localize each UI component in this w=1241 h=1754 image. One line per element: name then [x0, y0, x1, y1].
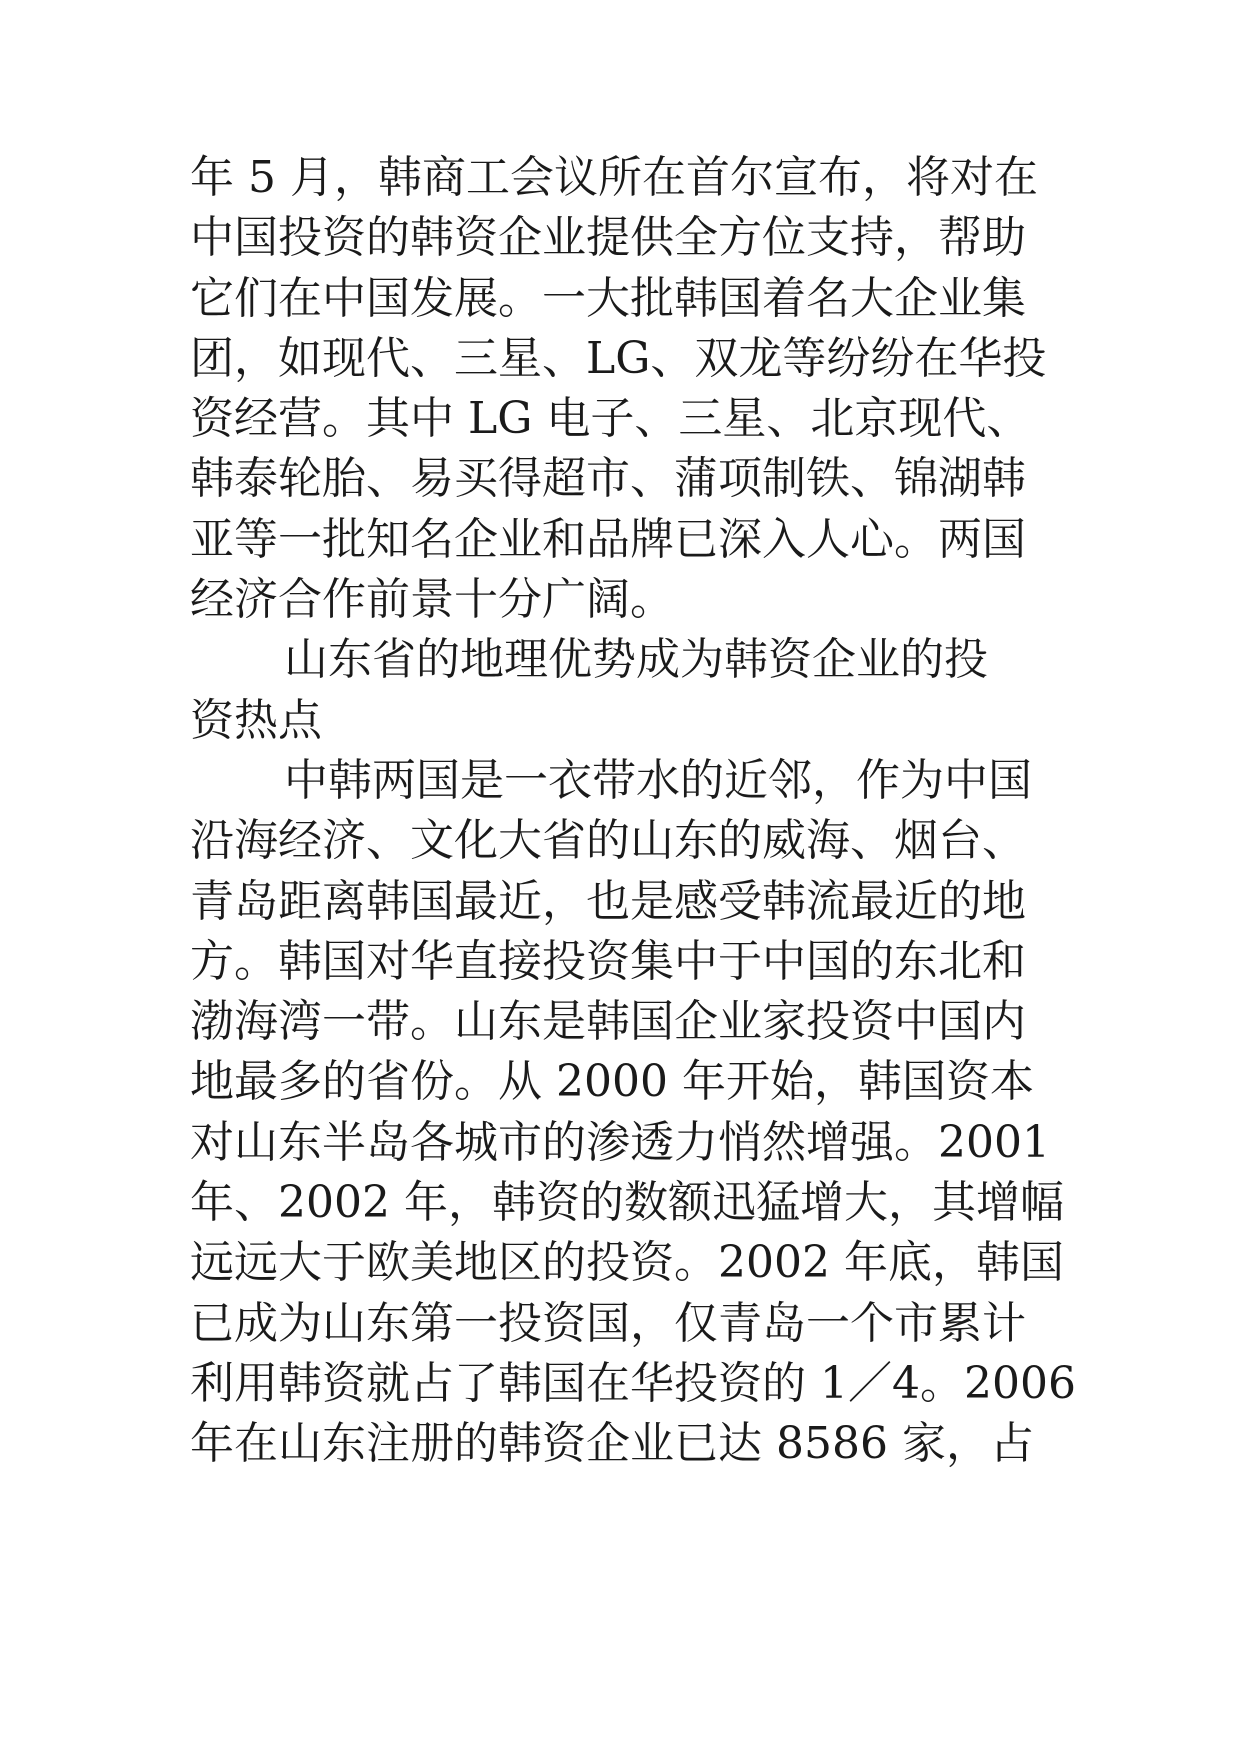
- text-line: 中国投资的韩资企业提供全方位支持，帮助: [190, 212, 1026, 264]
- text-line: 年、2002 年，韩资的数额迅猛增大，其增幅: [190, 1177, 1064, 1229]
- text-line: 亚等一批知名企业和品牌已深入人心。两国: [190, 513, 1026, 565]
- text-line: 经济合作前景十分广阔。: [190, 574, 674, 626]
- text-line: 利用韩资就占了韩国在华投资的 1／4。2006: [190, 1357, 1076, 1409]
- section-heading-line: 资热点: [190, 694, 322, 746]
- text-line: 韩泰轮胎、易买得超市、蒲项制铁、锦湖韩: [190, 453, 1026, 505]
- text-line: 渤海湾一带。山东是韩国企业家投资中国内: [190, 996, 1026, 1048]
- text-line: 团，如现代、三星、LG、双龙等纷纷在华投: [190, 332, 1047, 384]
- text-line: 它们在中国发展。一大批韩国着名大企业集: [190, 272, 1026, 324]
- text-line: 资经营。其中 LG 电子、三星、北京现代、: [190, 393, 1031, 445]
- text-line: 年在山东注册的韩资企业已达 8586 家，占: [190, 1418, 1034, 1470]
- body-text: [190, 148, 1076, 1475]
- text-line: 中韩两国是一衣带水的近邻，作为中国: [284, 754, 1032, 806]
- section-heading-line: 山东省的地理优势成为韩资企业的投: [284, 634, 988, 686]
- text-line: 年 5 月，韩商工会议所在首尔宣布，将对在: [190, 152, 1038, 203]
- text-line: 对山东半岛各城市的渗透力悄然增强。2001: [190, 1116, 1050, 1168]
- text-line: 方。韩国对华直接投资集中于中国的东北和: [190, 935, 1026, 987]
- text-line: 地最多的省份。从 2000 年开始，韩国资本: [190, 1056, 1034, 1108]
- text-line: 已成为山东第一投资国，仅青岛一个市累计: [190, 1297, 1026, 1349]
- text-line: 远远大于欧美地区的投资。2002 年底，韩国: [190, 1237, 1064, 1289]
- text-line: 沿海经济、文化大省的山东的威海、烟台、: [190, 815, 1026, 867]
- text-line: 青岛距离韩国最近，也是感受韩流最近的地: [190, 875, 1026, 927]
